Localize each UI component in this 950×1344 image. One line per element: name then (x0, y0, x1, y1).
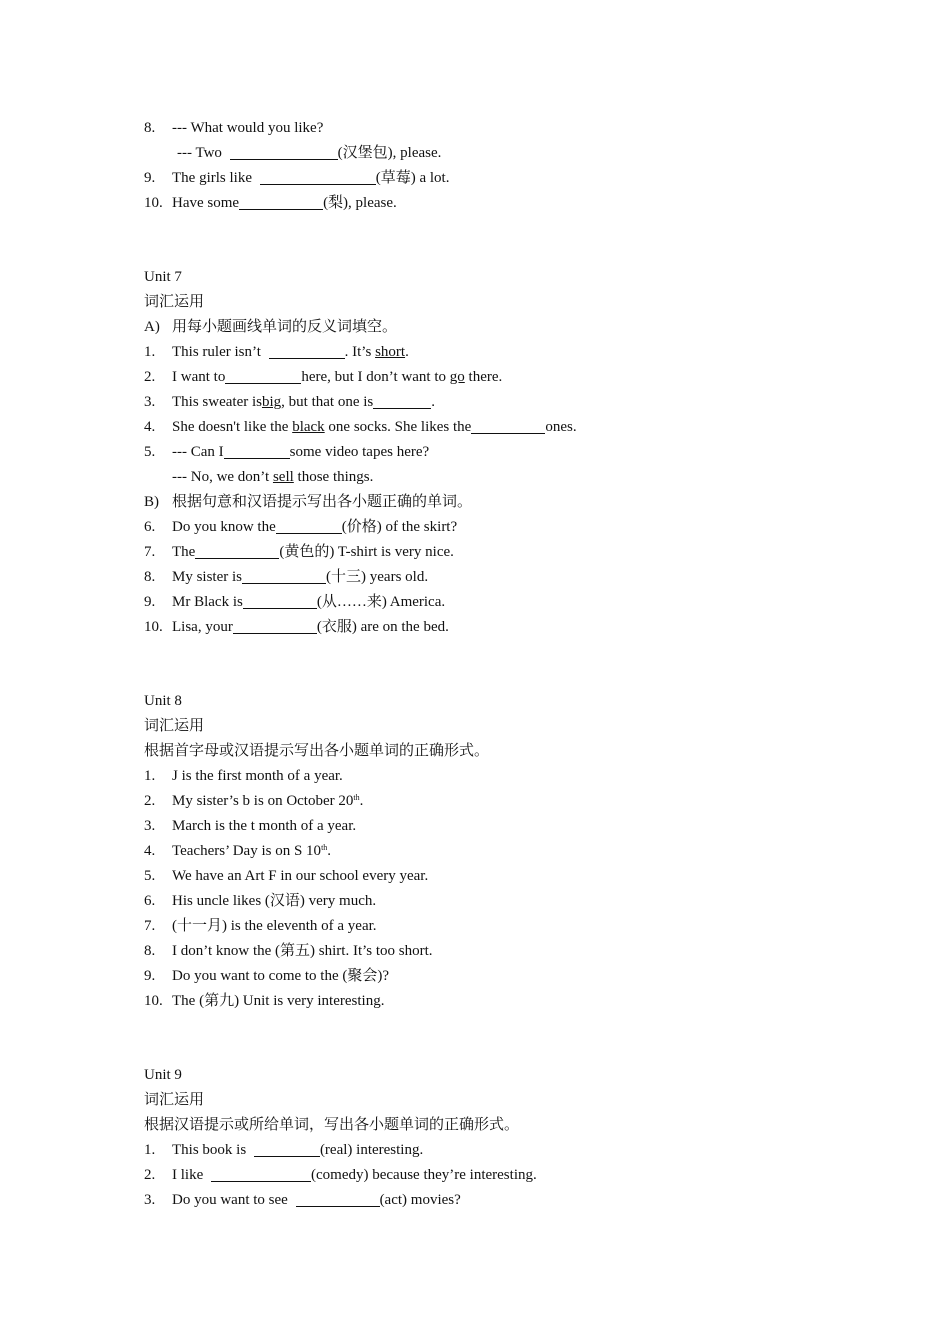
question-number: 9. (144, 968, 156, 984)
question-hint: (黄色的) T-shirt is very nice. (279, 544, 454, 560)
question-number: 5. (144, 868, 156, 884)
question-number: 1. (144, 344, 156, 360)
question-number: 9. (144, 170, 156, 186)
question-number: 3. (144, 818, 156, 834)
question-text: . It’s (344, 344, 372, 360)
question-8 (144, 116, 323, 140)
question-text: . (431, 394, 435, 410)
question-number: 2. (144, 1167, 156, 1183)
unit-7-question-4 (144, 415, 577, 439)
question-number: 2. (144, 793, 156, 809)
question-number: 10. (144, 619, 163, 635)
question-text: Have some (172, 195, 240, 211)
question-9 (144, 166, 449, 190)
answer-blank[interactable] (471, 417, 545, 434)
question-text: My sister’s b is on October 20 (172, 793, 354, 809)
unit-9-question-1 (144, 1138, 423, 1162)
unit-7-question-6 (144, 515, 457, 539)
question-text: one socks. She likes the (328, 419, 472, 435)
question-text: This ruler isn’t (172, 344, 261, 360)
answer-blank[interactable] (233, 617, 317, 634)
unit-8-question-1 (144, 764, 343, 788)
question-text: some video tapes here? (289, 444, 430, 460)
question-number: 5. (144, 444, 156, 460)
answer-blank[interactable] (211, 1165, 311, 1182)
question-text: I don’t know the (第五) shirt. It’s too short. (172, 943, 433, 959)
unit-7-question-10 (144, 615, 449, 639)
unit-8-question-2 (144, 789, 363, 813)
unit-7-question-8 (144, 565, 428, 589)
question-number: 10. (144, 195, 163, 211)
unit-9-instruction: 根据汉语提示或所给单词，写出各小题单词的正确形式。 (144, 1117, 520, 1133)
question-text: --- No, we don’t (172, 469, 270, 485)
unit-7-question-9 (144, 590, 445, 614)
unit-8-question-8 (144, 939, 433, 963)
question-text: The (第九) Unit is very interesting. (172, 993, 385, 1009)
underlined-word: sell (272, 469, 294, 485)
ordinal-suffix: th (321, 843, 328, 852)
question-text: --- Two (177, 145, 222, 161)
question-text: She doesn't like the (172, 419, 289, 435)
underlined-word: go (449, 369, 465, 385)
answer-blank[interactable] (243, 592, 317, 609)
unit-9-question-3 (144, 1188, 461, 1212)
question-8-answer-line (144, 141, 441, 165)
question-text: ones. (545, 419, 577, 435)
question-text: Do you want to see (172, 1192, 288, 1208)
answer-blank[interactable] (230, 143, 338, 160)
question-number: 4. (144, 843, 156, 859)
answer-blank[interactable] (239, 193, 323, 210)
answer-blank[interactable] (254, 1140, 320, 1157)
question-text: I want to (172, 369, 226, 385)
section-instruction: 根据句意和汉语提示写出各小题正确的单词。 (172, 494, 473, 510)
answer-blank[interactable] (260, 168, 376, 185)
unit-7-question-5 (144, 440, 429, 464)
question-text: --- Can I (172, 444, 224, 460)
unit-8-instruction: 根据首字母或汉语提示写出各小题单词的正确形式。 (144, 743, 490, 759)
unit-9-question-2 (144, 1163, 537, 1187)
unit-9-title: Unit 9 (144, 1067, 182, 1083)
question-number: 1. (144, 768, 156, 784)
answer-blank[interactable] (373, 392, 431, 409)
unit-9-subtitle: 词汇运用 (144, 1092, 205, 1108)
question-text: . (405, 344, 409, 360)
question-hint: (汉堡包), please. (337, 145, 442, 161)
unit-8-question-5 (144, 864, 428, 888)
question-text: Do you know the (172, 519, 276, 535)
question-text: Do you want to come to the (聚会)? (172, 968, 390, 984)
question-number: 8. (144, 943, 156, 959)
question-text: The girls like (172, 170, 252, 186)
question-text: J is the first month of a year. (172, 768, 343, 784)
question-number: 6. (144, 519, 156, 535)
question-number: 6. (144, 893, 156, 909)
question-hint: (从……来) America. (316, 594, 446, 610)
unit-8-title: Unit 8 (144, 693, 182, 709)
unit-7-section-a (144, 315, 397, 339)
question-number: 9. (144, 594, 156, 610)
question-number: 1. (144, 1142, 156, 1158)
unit-8-question-4 (144, 839, 331, 863)
unit-7-section-b (144, 490, 472, 514)
underlined-word: short (375, 344, 406, 360)
ordinal-suffix: th (353, 793, 360, 802)
question-text: --- What would you like? (172, 120, 324, 136)
section-label: A) (144, 319, 160, 335)
question-text: . (327, 843, 332, 859)
question-text: Lisa, your (172, 619, 233, 635)
question-hint: (comedy) because they’re interesting. (311, 1167, 537, 1183)
answer-blank[interactable] (195, 542, 279, 559)
answer-blank[interactable] (269, 342, 345, 359)
unit-7-question-7 (144, 540, 454, 564)
question-number: 7. (144, 918, 156, 934)
unit-8-question-9 (144, 964, 389, 988)
answer-blank[interactable] (242, 567, 326, 584)
answer-blank[interactable] (276, 517, 342, 534)
question-number: 7. (144, 544, 156, 560)
question-hint: (梨), please. (323, 195, 397, 211)
question-number: 8. (144, 569, 156, 585)
question-number: 4. (144, 419, 156, 435)
question-text: . (359, 793, 364, 809)
underlined-word: black (292, 419, 325, 435)
question-hint: (十三) years old. (326, 569, 429, 585)
question-text: The (172, 544, 196, 560)
question-hint: (real) interesting. (319, 1142, 424, 1158)
question-text: , but that one is (281, 394, 374, 410)
answer-blank[interactable] (296, 1190, 380, 1207)
unit-7-question-3 (144, 390, 435, 414)
question-text: This sweater is (172, 394, 262, 410)
unit-8-question-7 (144, 914, 377, 938)
question-number: 3. (144, 394, 156, 410)
question-text: His uncle likes (汉语) very much. (172, 893, 377, 909)
unit-8-subtitle: 词汇运用 (144, 718, 205, 734)
question-text: those things. (297, 469, 374, 485)
question-number: 8. (144, 120, 156, 136)
question-text: Teachers’ Day is on S 10 (172, 843, 322, 859)
underlined-word: big (261, 394, 282, 410)
unit-7-question-1 (144, 340, 409, 364)
answer-blank[interactable] (225, 367, 301, 384)
question-10 (144, 191, 397, 215)
question-text: there. (468, 369, 503, 385)
question-text: This book is (172, 1142, 247, 1158)
unit-7-question-5-answer-line (172, 465, 373, 489)
unit-7-title: Unit 7 (144, 269, 182, 285)
unit-7-question-2 (144, 365, 502, 389)
question-hint: (衣服) are on the bed. (316, 619, 449, 635)
question-text: Mr Black is (172, 594, 243, 610)
question-text: We have an Art F in our school every year. (172, 868, 429, 884)
question-number: 2. (144, 369, 156, 385)
question-text: I like (172, 1167, 204, 1183)
question-number: 3. (144, 1192, 156, 1208)
question-hint: (草莓) a lot. (375, 170, 450, 186)
question-hint: (act) movies? (379, 1192, 461, 1208)
unit-8-question-6 (144, 889, 376, 913)
question-text: here, but I don’t want to (301, 369, 447, 385)
question-hint: (价格) of the skirt? (341, 519, 458, 535)
section-label: B) (144, 494, 159, 510)
question-text: My sister is (172, 569, 243, 585)
question-text: (十一月) is the eleventh of a year. (172, 918, 377, 934)
unit-7-subtitle: 词汇运用 (144, 294, 205, 310)
unit-8-question-3 (144, 814, 356, 838)
unit-8-question-10 (144, 989, 384, 1013)
answer-blank[interactable] (224, 442, 290, 459)
question-number: 10. (144, 993, 163, 1009)
question-text: March is the t month of a year. (172, 818, 357, 834)
section-instruction: 用每小题画线单词的反义词填空。 (172, 319, 398, 335)
